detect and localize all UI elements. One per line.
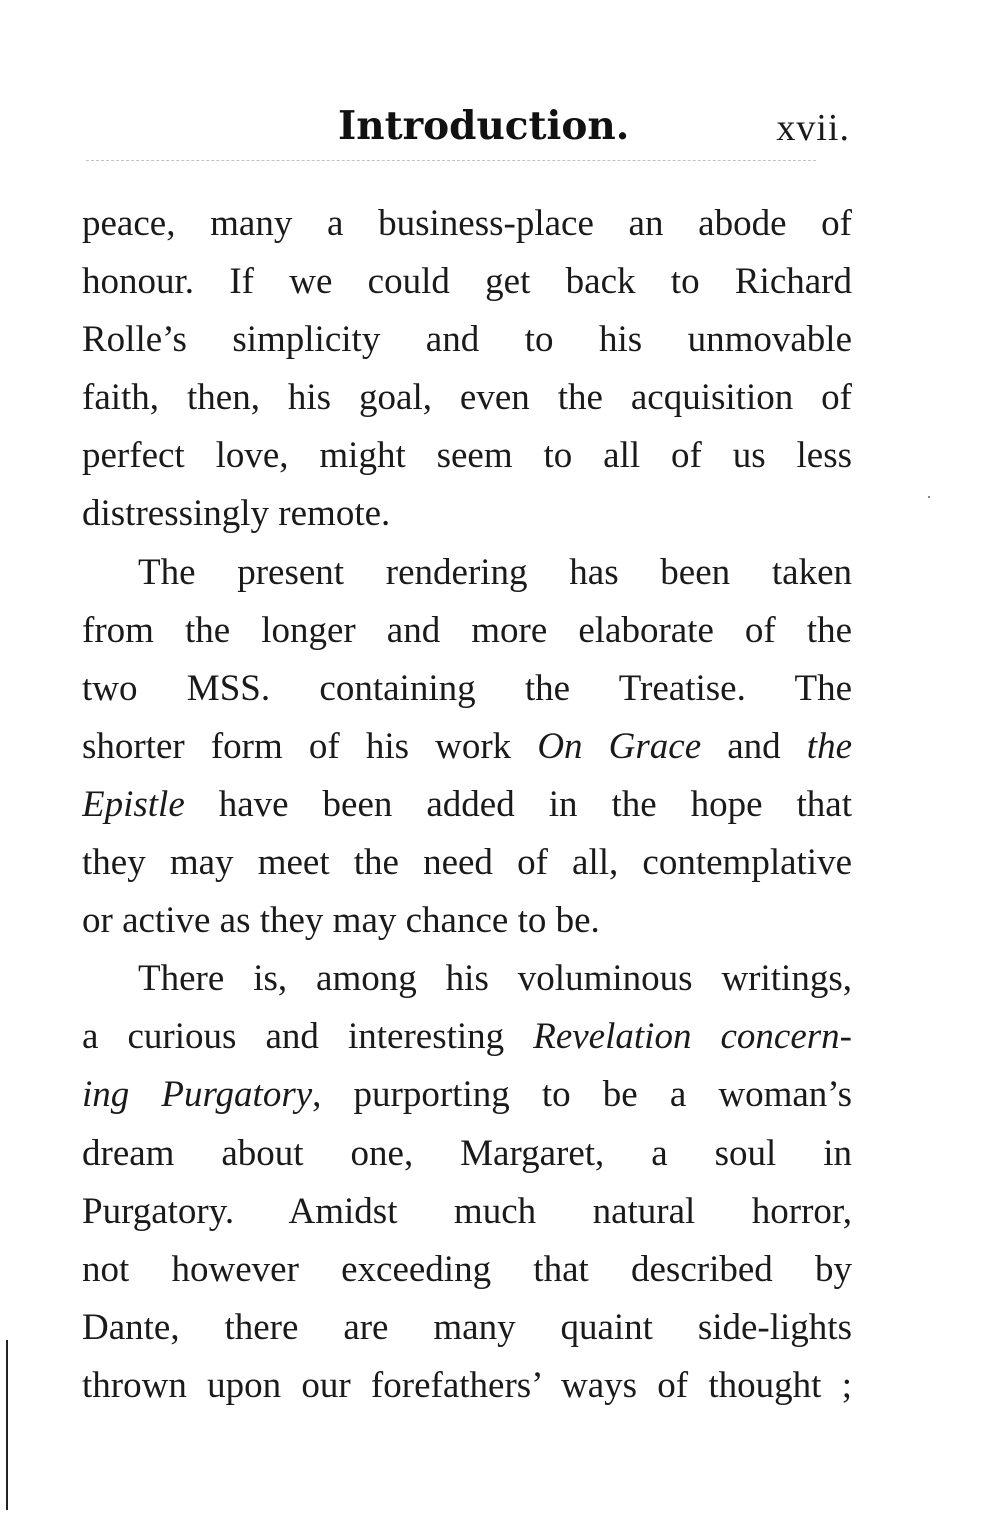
paragraph-1 (82, 195, 852, 544)
italic-title: On Grace (537, 725, 702, 767)
text-line: distressingly remote. (82, 493, 391, 535)
text-line: not however exceeding that described by (82, 1248, 852, 1290)
text-line: shorter form of his work On Grace and the (82, 725, 852, 767)
text-line: or active as they may chance to be. (82, 900, 600, 942)
text-line: from the longer and more elaborate of the (82, 609, 852, 651)
body-text (82, 195, 852, 1415)
text-line: faith, then, his goal, even the acquisition of (82, 377, 852, 419)
text-line: perfect love, might seem to all of us less (82, 435, 852, 477)
text-line: Purgatory. Amidst much natural horror, (82, 1190, 852, 1232)
italic-title: the (806, 725, 852, 767)
running-head (0, 96, 1000, 156)
italic-title: Revelation concern- (533, 1016, 852, 1058)
paragraph-2 (82, 544, 852, 951)
text-line: a curious and interesting Revelation concern- (82, 1016, 852, 1058)
header-rule (86, 160, 816, 161)
text-line: ing Purgatory, purporting to be a woman’s (82, 1074, 852, 1116)
text-line: Rolle’s simplicity and to his unmovable (82, 319, 852, 361)
running-head-title: Introduction. (338, 103, 630, 149)
text-line: peace, many a business-place an abode of (82, 203, 852, 244)
page-number: xvii. (776, 107, 850, 149)
scan-edge-mark (6, 1340, 8, 1510)
text-line: dream about one, Margaret, a soul in (82, 1132, 852, 1174)
paragraph-3 (82, 950, 852, 1415)
text-line: Epistle have been added in the hope that (82, 783, 852, 825)
text-line: two MSS. containing the Treatise. The (82, 667, 852, 709)
italic-title: ing Purgatory (82, 1074, 313, 1116)
text-line: they may meet the need of all, contemplative (82, 842, 852, 884)
text-line: Dante, there are many quaint side-lights (82, 1306, 852, 1348)
scan-speck (928, 496, 930, 498)
text-line: honour. If we could get back to Richard (82, 261, 852, 303)
text-line: thrown upon our forefathers’ ways of thought ; (82, 1364, 852, 1406)
italic-title: Epistle (82, 783, 185, 825)
text-line: There is, among his voluminous writings, (138, 958, 852, 1000)
text-line: The present rendering has been taken (138, 551, 852, 593)
